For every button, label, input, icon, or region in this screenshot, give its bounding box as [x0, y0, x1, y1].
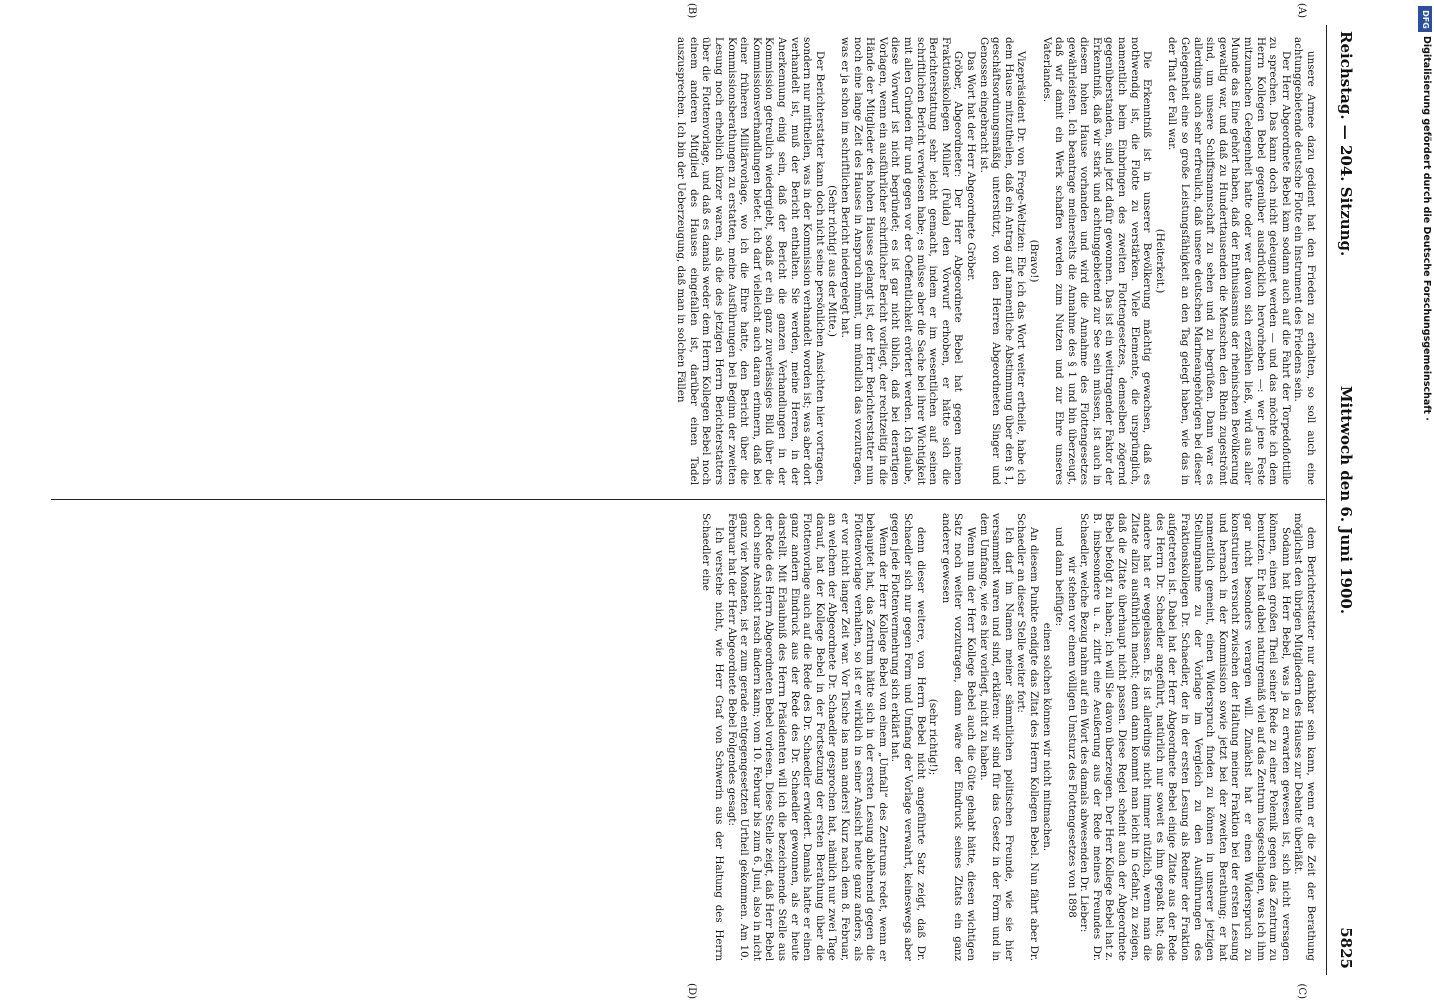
dfg-logo-text: DFG	[1420, 9, 1430, 29]
paragraph: dem Berichterstatter nur dankbar sein kann, wenn er die Zeit der Berathung möglichst den übrigen Mitgliedern des Hauses zur Debatte überläßt.	[1292, 513, 1317, 961]
quotation: wir stehen vor einem völligen Umsturz des Flottengesetzes von 1898	[1065, 556, 1078, 918]
margin-mark-a: (A)	[1296, 3, 1307, 19]
paragraph: Vizepräsident Dr. von Frege-Weltzien: Ehe ich das Wort weiter ertheile, habe ich dem Hause mitzutheilen, daß ein Antrag auf namentliche Abstimmung über den § 1, geschäftsordnungsmäßig unterstützt, von den Herren Abgeordneten Singer und Genossen eingebracht ist.	[977, 37, 1028, 485]
header-date: Mittwoch den 6. Juni 1900.	[1337, 385, 1355, 615]
paragraph: An diesem Punkte endigte das Zitat des Herrn Kollegen Bebel. Nun fährt aber Dr. Schaedler an dieser Stelle weiter fort:	[1015, 513, 1040, 961]
paragraph: Der Herr Abgeordnete Bebel kam sodann auch auf die Fahrt der Torpedoflottille zu sprechen. Das kann doch nicht geleugnet werden — und das möchte ich dem Herrn Kollegen Bebel gegenüber ausdrücklich hervorheben —: wer jene Feste mitzumachen Gelegenheit hatte oder wer davon sich erzählen ließ, wird aus aller Munde das Eine gehört haben, daß der Enthusiasmus der rheinischen Bevölkerung gewaltig war, und daß zu Hunderttausenden die Menschen den Rhein zugeströmt sind, um unsere Schiffsmannschaft zu sehen und zu begrüßen. Dann war es allerdings auch sehr erfreulich, daß unsere deutschen Marineangehörigen bei dieser Gelegenheit eine so große Leistungsfähigkeit an den Tag gelegt haben, wie das in der That der Fall war.	[1166, 37, 1292, 485]
header-rule	[1326, 25, 1327, 975]
paragraph: denn dieser weitere, von Herrn Bebel nicht angeführte Satz zeigt, daß Dr. Schaedler sich nur gegen Form und Umfang der Vorlage verwahrt, keineswegs aber gegen jede Flottenvermehrung sich erklärt hat.	[889, 513, 927, 961]
left-column	[51, 37, 1317, 485]
paragraph: und dann beifügte:	[1053, 527, 1066, 627]
margin-mark-b: (B)	[686, 3, 697, 19]
margin-mark-d: (D)	[686, 983, 697, 999]
paragraph: Der Berichterstatter kann doch nicht seine persönlichen Ansichten hier vortragen, sondern nur mittheilen, was in der Kommission verhandelt worden ist; was aber dort verhandelt ist, muß der Bericht enthalten. Sie werden, meine Herren, in der Anerkennung einig sein, daß der Bericht die ganzen Verhandlungen in der Kommission getreulich wiedergiebt, sodaß er ein ganz zuverlässiges Bild über die Kommissionsverhandlungen bietet. Ich darf vielleicht auch daran erinnern, daß bei einer früheren Militärvorlage, wo ich die Ehre hatte, den Bericht über die Kommissionsberathungen zu erstatten, meine Ausführungen bei Beginn der zweiten Lesung noch erheblich kürzer waren, als die des jetzigen Herrn Berichterstatters über die Flottenvorlage, und daß es damals weder dem Herrn Kollegen Bebel noch einem anderen Mitglied des Hauses eingefallen ist, darüber einen Tadel auszusprechen. Ich bin der Ueberzeugung, daß man in solchen Fällen	[675, 37, 826, 485]
paragraph: Das Wort hat der Herr Abgeordnete Gröber.	[964, 51, 977, 282]
paragraph: unsere Armee dazu gedient hat den Frieden zu erhalten, so soll auch eine achtunggebietende deutsche Flotte ein Instrument des Friedens sein.	[1292, 37, 1317, 485]
interjection: (Bravo!)	[1027, 239, 1040, 283]
right-column	[51, 513, 1317, 961]
header-left: Reichstag. — 204. Sitzung.	[1337, 31, 1355, 257]
paragraph: Sodann hat Herr Bebel, was ja zu erwarten gewesen ist, sich nicht versagen können, einen großen Theil seiner Rede zu einer Polemik gegen das Zentrum zu benutzen. Er hat dabei naturgemäß viel auf das Zentrum losgeschlagen, was ich ihm gar nicht besonders verargen will. Zunächst hat er einen Widerspruch zu konstruiren versucht zwischen der Haltung meiner Fraktion bei der ersten Lesung und hernach in der Kommission sowie jetzt bei der zweiten Berathung; er hat namentlich gemeint, einen Widerspruch finden zu können in unserer jetzigen Stellungnahme zu der Vorlage im Vergleich zu den Ausführungen des Fraktionskollegen Dr. Schaedler, der in der ersten Lesung als Redner der Fraktion aufgetreten ist. Dabei hat der Herr Abgeordnete Bebel einige Zitate aus der Rede des Herrn Dr. Schaedler angeführt, natürlich nur soweit es ihm gepaßt hat; das andere hat er weggelassen. Es ist allerdings nicht immer nützlich, wenn man die Zitate allzu ausführlich macht; denn dann kommt man leicht in Gefahr, zu zeigen, daß die Zitate überhaupt nicht passen. Diese Regel scheint auch der Abgeordnete Bebel befolgt zu haben; ich will Sie davon überzeugen. Der Herr Kollege Bebel hat z. B. insbesondere u. a. zitirt eine Aeußerung aus der Rede meines Freundes Dr. Schaedler, welche Bezug nahm auf ein Wort des damals abwesenden Dr. Lieber:	[1078, 513, 1292, 961]
quotation: einen solchen können wir nicht mitmachen.	[1040, 622, 1053, 852]
paragraph: Die Erkenntniß ist in unserer Bevölkerung mächtig gewachsen, daß es nothwendig ist, die Flotte zu verstärken. Viele Elemente, die ursprünglich, namentlich beim Einbringen des zweiten Flottengesetzes, demselben zögernd gegenüberstanden, sind jetzt dafür gewonnen. Das ist ein weittragender Faktor der Erkenntniß, daß wir stark und achtunggebietend zur See sein müssen, ist auch in diesem hohen Hause vorhanden und wird die Annahme des Flottengesetzes gewährleisten. Ich beantrage meinerseits die Annahme des § 1 und bin überzeugt, daß wir damit ein Werk schaffen werden zum Nutzen und zur Ehre unseres Vaterlandes.	[1040, 37, 1154, 485]
interjection: (Heiterkeit.)	[1153, 228, 1166, 294]
page-number: 5825	[1337, 927, 1355, 969]
column-divider	[51, 499, 1325, 500]
page-header	[1329, 25, 1355, 975]
margin-mark-c: (C)	[1296, 983, 1307, 999]
interjection: (sehr richtig!);	[927, 698, 940, 776]
document-page	[47, 3, 1387, 999]
quotation: Ich verstehe nicht, wie Herr Graf von Schwerin aus der Haltung des Herrn Schaedler eine	[700, 513, 726, 961]
digitization-note: Digitalisierung gefördert durch die Deutsche Forschungsgemeinschaft ·	[1421, 36, 1432, 421]
paragraph: Wenn der Herr Kollege Bebel von einem „Umfall“ des Zentrums redet, wenn er behauptet hat, das Zentrum hätte sich in der ersten Lesung ablehnend gegen die Flottenvorlage verhalten, so ist er wirklich in seiner Ansicht heute ganz anders, als er vor nicht langer Zeit war. Vor Tische las man anders! Kurz nach dem 8. Februar, an welchem der Abgeordnete Dr. Schaedler gesprochen hat, nämlich nur zwei Tage darauf, hat der Kollege Bebel in der Fortsetzung der ersten Berathung über die Flottenvorlage auch auf die Rede des Dr. Schaedler erwidert. Damals hatte er einen ganz andern Eindruck aus der Rede des Dr. Schaedler gewonnen, als er heute darstellt. Mit Erlaubniß des Herrn Präsidenten will ich die bezeichnende Stelle aus der Rede des Herrn Abgeordneten Bebel vorlesen. Diese Stelle zeigt, daß Herr Bebel doch seine Ansicht rasch ändern kann; vom 10. Februar bis zum 6. Juni, also in nicht ganz vier Monaten, ist er zum gerade entgegengesetzten Urtheil gekommen. Am 10. Februar hat der Herr Abgeordnete Bebel Folgendes gesagt:	[725, 513, 889, 961]
paragraph: Gröber, Abgeordneter: Der Herr Abgeordnete Bebel hat gegen meinen Fraktionskollegen Müller (Fulda) den Vorwurf erhoben, er hätte sich die Berichterstattung sehr leicht gemacht, indem er im wesentlichen auf seinen schriftlichen Bericht verwiesen habe; es müsse aber die Sache bei ihrer Wichtigkeit mit allen Gründen für und gegen vor der Oeffentlichkeit erörtert werden. Ich glaube, diese Vorwurf ist nicht begründet; es ist gar nicht üblich, daß bei derartigen Vorlagen, wenn ein ausführlicher schriftlicher Bericht vorliegt, der rechtzeitig in die Hände der Mitglieder des hohen Hauses gelangt ist, der Herr Berichterstatter nun noch eine lange Zeit des Hauses in Anspruch nimmt, um mündlich das vorzutragen, was er ja schon im schriftlichen Bericht niedergelegt hat.	[839, 37, 965, 485]
dfg-logo	[1418, 6, 1432, 32]
paragraph: Wenn nun der Herr Kollege Bebel auch die Güte gehabt hätte, diesen wichtigen Satz noch weiter vorzutragen, dann wäre der Eindruck seines Zitats ein ganz anderer gewesen	[939, 513, 977, 961]
interjection: (Sehr richtig! aus der Mitte.)	[826, 185, 839, 337]
quotation: Ich darf im Namen meiner sämmtlichen politischen Freunde, wie sie hier versammelt waren und sind, erklären: wir sind für das Gesetz in der Form und in dem Umfange, wie es hier vorliegt, nicht zu haben.	[977, 513, 1015, 961]
